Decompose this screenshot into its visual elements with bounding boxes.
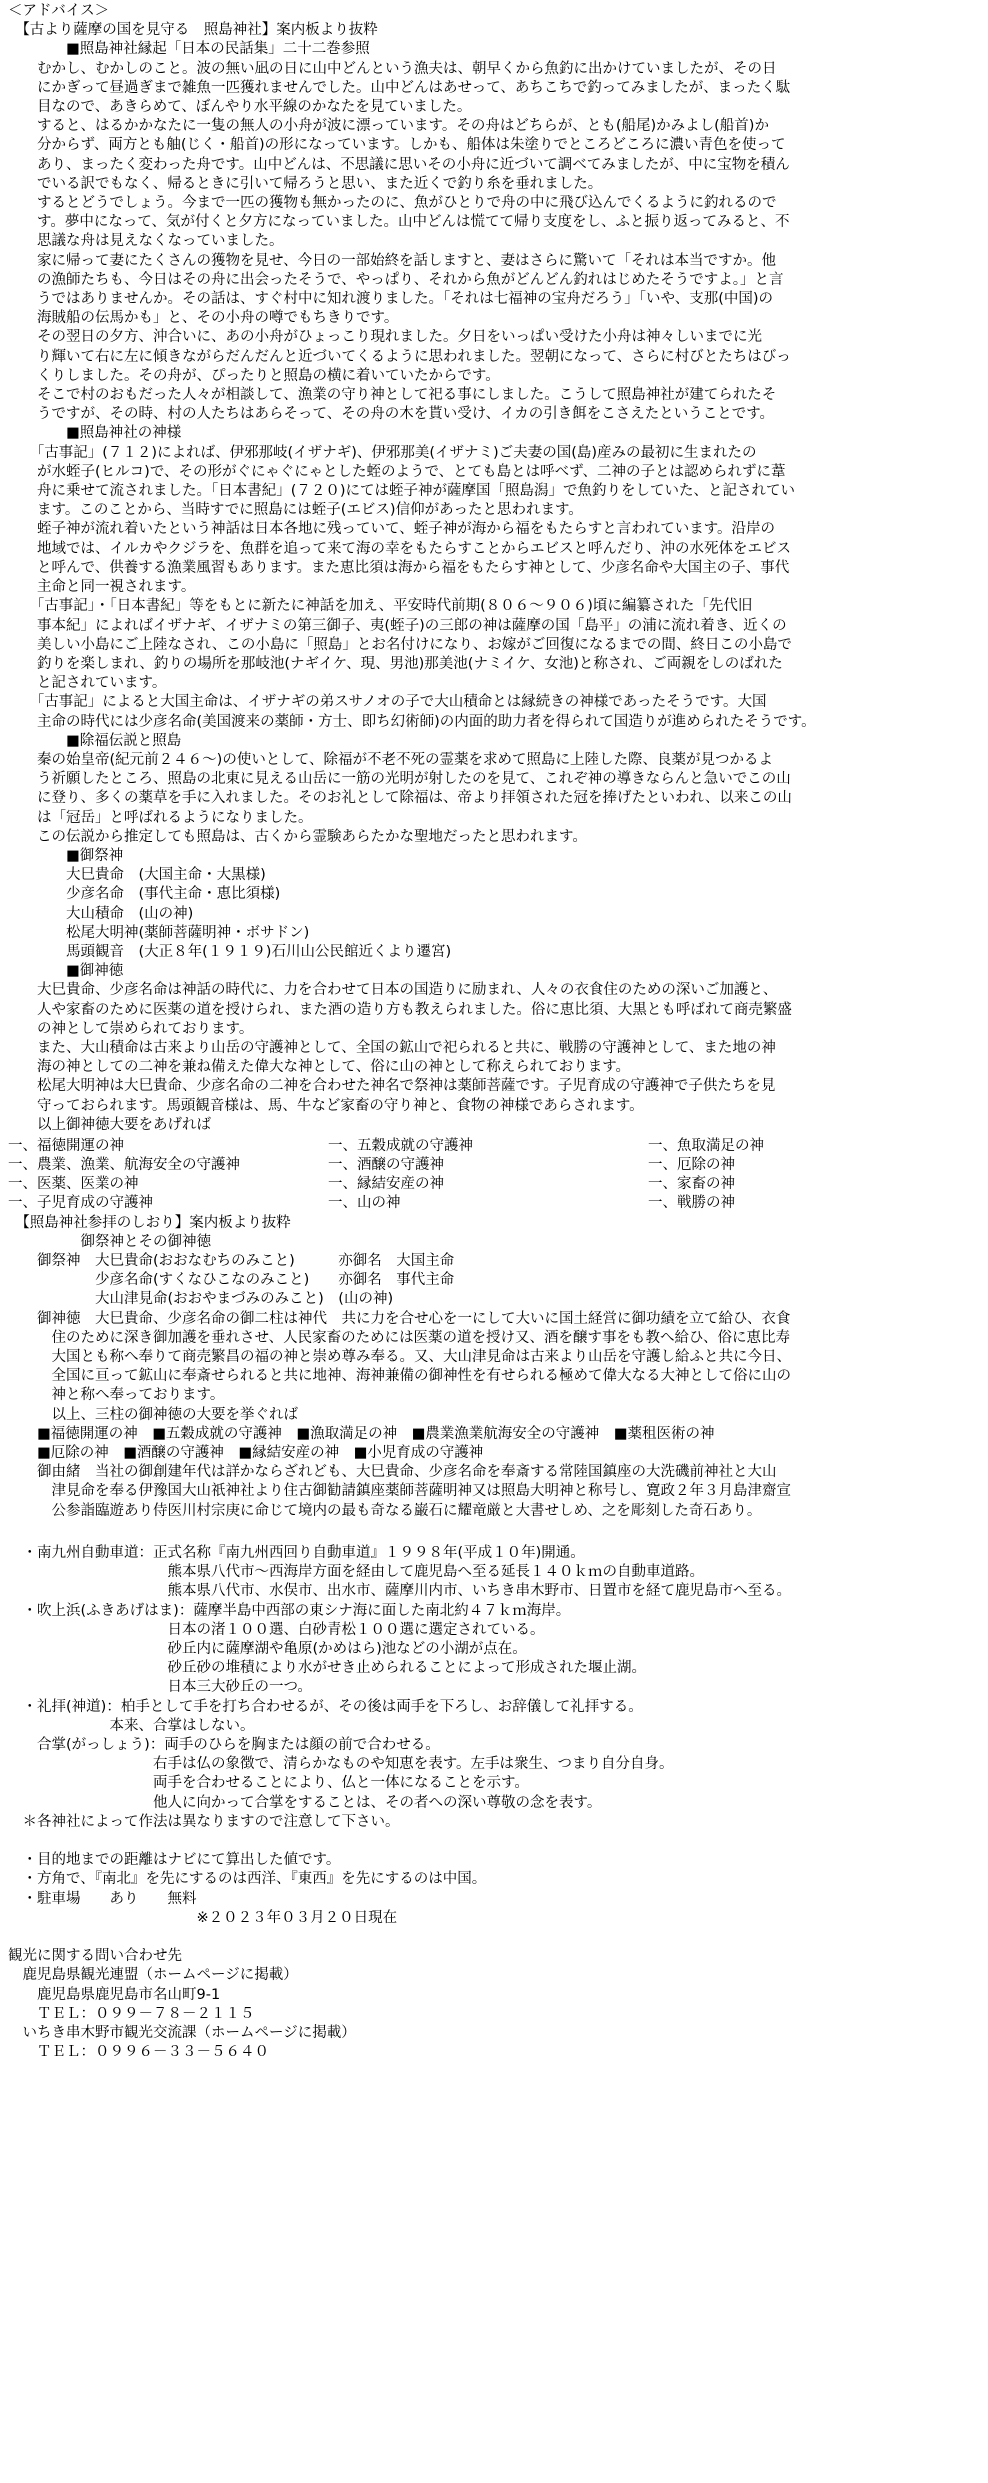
text-line: そこで村のおもだった人々が相談して、漁業の守り神として祀る事にしました。こうして照島神社が建てられたそ <box>8 387 777 404</box>
text-line: あり、まったく変わった舟です。山中どんは、不思議に思いその小舟に近づいて調べてみましたが、中に宝物を積ん <box>8 156 790 173</box>
text-line: するとどうでしょう。今まで一匹の獲物も無かったのに、魚がひとりで舟の中に飛び込んでくるように釣れるので <box>8 195 777 212</box>
text-line: 主命の時代には少彦名命(美国渡来の薬師・方士、即ち幻術師)の内面的助力者を得られて国造りが進められたそうです。 <box>8 713 816 730</box>
text-line: ■照島神社縁起「日本の民話集」二十二巻参照 <box>8 41 370 58</box>
text-line: に登り、多くの薬草を手に入れました。そのお礼として除福は、帝より拝領された冠を捧げたといわれ、以来この山 <box>8 790 792 807</box>
text-line: 「古事記」(７１２)によれば、伊邪那岐(イザナギ)、伊邪那美(イザナミ)ご夫妻の国(島)産みの最初に生まれたの <box>8 444 757 461</box>
blessing-row <box>8 1194 983 1213</box>
text-line: 大国とも称へ奉りて商売繁昌の福の神と崇め尊み奉る。又、大山津見命は古来より山岳を守護し給ふと共に今日、 <box>8 1349 791 1366</box>
text-line: と記されています。 <box>8 675 167 692</box>
text-line: 鹿児島県観光連盟（ホームページに掲載） <box>8 1967 298 1984</box>
text-line: ＴＥＬ：０９９－７８－２１１５ <box>8 2005 255 2022</box>
text-line: ■厄除の神 ■酒醸の守護神 ■縁結安産の神 ■小児育成の守護神 <box>8 1445 484 1462</box>
blessing-item: 一、縁結安産の神 <box>328 1176 444 1193</box>
text-line: の神として崇められております。 <box>8 1020 254 1037</box>
text-line: この伝説から推定しても照島は、古くから霊験あらたかな聖地だったと思われます。 <box>8 828 587 845</box>
text-line: すると、はるかかなたに一隻の無人の小舟が波に漂っています。その舟はどちらが、とも(船尾)かみよし(船首)か <box>8 118 769 135</box>
text-line: 蛭子神が流れ着いたという神話は日本各地に残っていて、蛭子神が海から福をもたらすと言われています。沿岸の <box>8 521 776 538</box>
text-line: ・目的地までの距離はナビにて算出した値です。 <box>8 1852 341 1869</box>
text-line: 「古事記」・「日本書紀」等をもとに新たに神話を加え、平安時代前期(８０６～９０６)頃に編纂された「先代旧 <box>8 598 753 615</box>
text-line: 松尾大明神は大巳貴命、少彦名命の二神を合わせた神名で祭神は薬師菩薩です。子児育成の守護神で子供たちを見 <box>8 1078 776 1095</box>
text-line: でいる訳でもなく、帰るときに引いて帰ろうと思い、また近くで釣り糸を垂れました。 <box>8 175 603 192</box>
text-line: 住のために深き御加護を垂れさせ、人民家畜のためには医薬の道を授け又、酒を醸す事をも教へ給ひ、俗に恵比寿 <box>8 1329 790 1346</box>
text-line: と呼んで、供養する漁業風習もあります。また恵比須は海から福をもたらす神として、少彦名命や大国主の子、事代 <box>8 559 790 576</box>
text-line: ・吹上浜(ふきあげはま)：薩摩半島中西部の東シナ海に面した南北約４７ｋｍ海岸。 <box>8 1602 571 1619</box>
text-line: 守っておられます。馬頭観音様は、馬、牛など家畜の守り神と、食物の神様であらされます。 <box>8 1097 644 1114</box>
text-line: うですが、その時、村の人たちはあらそって、その舟の木を貰い受け、イカの引き餌をこさえたということです。 <box>8 406 775 423</box>
text-line: ■御祭神 <box>8 847 124 864</box>
text-line: 大山積命 (山の神) <box>8 905 194 922</box>
text-line: 海賊船の伝馬かも」と、その小舟の噂でもちきりです。 <box>8 310 399 327</box>
text-line: 津見命を奉る伊豫国大山祇神社より住古御勧請鎮座薬師菩薩明神又は照島大明神と称号し、寛政２年３月島津齋宣 <box>8 1483 791 1500</box>
text-line: その翌日の夕方、沖合いに、あの小舟がひょっこり現れました。夕日をいっぱい受けた小舟は神々しいまでに光 <box>8 329 762 346</box>
text-line: 【照島神社参拝のしおり】案内板より抜粋 <box>8 1214 291 1231</box>
blessing-item: 一、山の神 <box>328 1195 401 1212</box>
text-line: 秦の始皇帝(紀元前２４６～)の使いとして、除福が不老不死の霊薬を求めて照島に上陸した際、良薬が見つかるよ <box>8 751 774 768</box>
text-line: ます。このことから、当時すでに照島には蛭子(エビス)信仰があったと思われます。 <box>8 502 583 519</box>
text-line: 熊本県八代市、水俣市、出水市、薩摩川内市、いちき串木野市、日置市を経て鹿児島市へ至る。 <box>8 1583 791 1600</box>
text-line: 【古より薩摩の国を見守る 照島神社】案内板より抜粋 <box>8 22 378 39</box>
text-line: にかぎって昼過ぎまで雑魚一匹獲れませんでした。山中どんはあせって、あちこちで釣ってみましたが、まったく駄 <box>8 79 791 96</box>
text-line: ＊各神社によって作法は異なりますので注意して下さい。 <box>8 1813 400 1830</box>
text-line: 大巳貴命、少彦名命は神話の時代に、力を合わせて日本の国造りに励まれ、人々の衣食住のための深いご加護と、 <box>8 982 778 999</box>
blessing-item: 一、医薬、医業の神 <box>8 1176 139 1193</box>
text-line <box>8 1832 983 1851</box>
advice-section-3 <box>8 1525 983 2063</box>
text-line: 本来、合掌はしない。 <box>8 1717 255 1734</box>
text-line: 他人に向かって合掌をすることは、その者への深い尊敬の念を表す。 <box>8 1794 602 1811</box>
text-line: 馬頭観音 (大正８年(１９１９)石川山公民館近くより遷宮) <box>8 943 452 960</box>
text-line: 美しい小島にご上陸なされ、この小島に「照島」とお名付けになり、お嫁がご回復になるまでの間、終日この小島で <box>8 636 792 653</box>
text-line: ＴＥＬ：０９９６－３３－５６４０ <box>8 2044 269 2061</box>
text-line: 海の神としての二神を兼ね備えた偉大な神として、俗に山の神として称えられております。 <box>8 1059 631 1076</box>
text-line: 「古事記」によると大国主命は、イザナギの弟スサノオの子で大山積命とは縁続きの神様であったそうです。大国 <box>8 694 767 711</box>
blessings-list <box>8 1137 983 1214</box>
text-line: 目なので、あきらめて、ぼんやり水平線のかなたを見ていました。 <box>8 99 472 116</box>
text-line: 人や家畜のために医薬の道を授けられ、また酒の造り方も教えられました。俗に恵比須、大黒とも呼ばれて商売繁盛 <box>8 1001 792 1018</box>
blessing-item: 一、厄除の神 <box>648 1156 735 1173</box>
text-line: 大巳貴命 (大国主命・大黒様) <box>8 867 266 884</box>
text-line: 松尾大明神(薬師菩薩明神・ボサドン) <box>8 924 310 941</box>
blessing-row <box>8 1156 983 1175</box>
text-line: 砂丘砂の堆積により水がせき止められることによって形成された堰止湖。 <box>8 1660 646 1677</box>
text-line: 釣りを楽しまれ、釣りの場所を那岐池(ナギイケ、現、男池)那美池(ナミイケ、女池)と称され、ご両親をしのばれた <box>8 655 783 672</box>
text-line: 鹿児島県鹿児島市名山町9-1 <box>8 1986 221 2003</box>
advice-section-2 <box>8 1214 983 1521</box>
blessing-item: 一、福徳開運の神 <box>8 1137 124 1154</box>
text-line: 地域では、イルカやクジラを、魚群を追って来て海の幸をもたらすことからエビスと呼んだり、沖の水死体をエビス <box>8 540 791 557</box>
text-line: ＜アドバイス＞ <box>8 3 110 19</box>
text-line: うではありませんか。その話は、すぐ村中に知れ渡りました。「それは七福神の宝舟だろう」「いや、支那(中国)の <box>8 291 774 308</box>
text-line: 日本三大砂丘の一つ。 <box>8 1679 312 1696</box>
text-line: いちき串木野市観光交流課（ホームページに掲載） <box>8 2025 356 2042</box>
text-line: 大山津見命(おおやまづみのみこと) (山の神) <box>8 1291 394 1308</box>
text-line: 思議な舟は見えなくなっていました。 <box>8 233 284 250</box>
text-line: ■御神徳 <box>8 963 124 980</box>
text-line: ■除福伝説と照島 <box>8 732 182 749</box>
text-line: う祈願したところ、照島の北東に見える山岳に一筋の光明が射したのを見て、これぞ神の導きならんと急いでこの山 <box>8 771 791 788</box>
text-line: ・南九州自動車道：正式名称『南九州西回り自動車道』１９９８年(平成１０年)開通。 <box>8 1545 585 1561</box>
blessing-item: 一、子児育成の守護神 <box>8 1195 153 1212</box>
text-line: むかし、むかしのこと。波の無い凪の日に山中どんという漁夫は、朝早くから魚釣に出かけていましたが、その日 <box>8 60 777 77</box>
text-line: 家に帰って妻にたくさんの獲物を見せ、今日の一部始終を話しますと、妻はさらに驚いて「それは本当ですか。他 <box>8 252 777 269</box>
blessing-row <box>8 1175 983 1194</box>
text-line: ・駐車場 あり 無料 <box>8 1890 197 1907</box>
blessing-item: 一、魚取満足の神 <box>648 1137 764 1154</box>
blessing-row <box>8 1137 983 1156</box>
blessing-item: 一、農業、漁業、航海安全の守護神 <box>8 1156 240 1173</box>
text-line: ■照島神社の神様 <box>8 425 182 442</box>
text-line: 熊本県八代市～西海岸方面を経由して鹿児島へ至る延長１４０ｋｍの自動車道路。 <box>8 1564 704 1581</box>
text-line: 少彦名命 (事代主命・恵比須様) <box>8 886 281 903</box>
text-line: は「冠岳」と呼ばれるようになりました。 <box>8 809 313 826</box>
text-line <box>8 1525 983 1544</box>
text-line <box>8 1928 983 1947</box>
text-line: 観光に関する問い合わせ先 <box>8 1948 182 1965</box>
text-line: 以上、三柱の御神徳の大要を挙ぐれば <box>8 1406 298 1423</box>
text-line: 神と称へ奉っております。 <box>8 1387 225 1404</box>
text-line: 御祭神 大巳貴命(おおなむちのみこと) 亦御名 大国主命 <box>8 1253 455 1269</box>
advice-section-1 <box>8 2 983 1135</box>
text-line: 御神徳 大巳貴命、少彦名命の御二柱は神代 共に力を合せ心を一にして大いに国土経営に御功績を立て給ひ、衣食 <box>8 1310 791 1327</box>
text-line: ■福徳開運の神 ■五穀成就の守護神 ■漁取満足の神 ■農業漁業航海安全の守護神 ■薬租医術の神 <box>8 1425 715 1442</box>
text-line: 合掌(がっしょう)：両手のひらを胸または顔の前で合わせる。 <box>8 1737 440 1754</box>
text-line: 事本紀」によればイザナギ、イザナミの第三御子、夷(蛭子)の三郎の神は薩摩の国「島平」の浦に流れ着き、近くの <box>8 617 787 634</box>
text-line: 全国に亘って鉱山に奉斎せられると共に地神、海神兼備の御神性を有せられる極めて偉大なる大神として俗に山の <box>8 1368 791 1385</box>
text-line: ・礼拝(神道)：柏手として手を打ち合わせるが、その後は両手を下ろし、お辞儀して礼拝する。 <box>8 1698 643 1715</box>
text-line: 両手を合わせることにより、仏と一体になることを示す。 <box>8 1775 529 1792</box>
text-line: の漁師たちも、今日はその舟に出会ったそうで、やっぱり、それから魚がどんどん釣れはじめたそうですよ。」と言 <box>8 271 784 288</box>
text-line: くりしました。その舟が、ぴったりと照島の横に着いていたからです。 <box>8 367 500 384</box>
text-line: 以上御神徳大要をあげれば <box>8 1116 211 1133</box>
text-line: 舟に乗せて流されました。「日本書紀」(７２０)にては蛭子神が薩摩国「照島潟」で魚釣りをしていた、と記されてい <box>8 483 796 500</box>
blessing-item: 一、酒醸の守護神 <box>328 1156 444 1173</box>
text-line: 右手は仏の象徴で、清らかなものや知恵を表す。左手は衆生、つまり自分自身。 <box>8 1756 674 1773</box>
blessing-item: 一、家畜の神 <box>648 1176 735 1193</box>
text-line: 公参詣臨遊あり侍医川村宗庚に命じて境内の最も奇なる巌石に耀竜厳と大書せしめ、之を彫刻した奇石あり。 <box>8 1502 762 1519</box>
text-line: 御由緒 当社の御創建年代は詳かならざれども、大巳貴命、少彦名命を奉斎する常陸国鎮座の大洗磯前神社と大山 <box>8 1464 777 1481</box>
text-line: また、大山積命は古来より山岳の守護神として、全国の鉱山で祀られると共に、戦勝の守護神として、また地の神 <box>8 1039 776 1056</box>
text-line: 砂丘内に薩摩湖や亀原(かめはら)池などの小湖が点在。 <box>8 1641 527 1658</box>
text-line: が水蛭子(ヒルコ)で、その形がぐにゃぐにゃとした蛭のようで、とても島とは呼べず、二神の子とは認められずに葦 <box>8 463 786 480</box>
text-line: ※２０２３年０３月２０日現在 <box>8 1909 398 1926</box>
text-line: 主命と同一視されます。 <box>8 579 196 596</box>
text-line: 少彦名命(すくなひこなのみこと) 亦御名 事代主命 <box>8 1272 455 1289</box>
text-line: 御祭神とその御神徳 <box>8 1233 211 1250</box>
text-line: す。夢中になって、気が付くと夕方になっていました。山中どんは慌てて帰り支度をし、ふと振り返ってみると、不 <box>8 214 790 231</box>
text-line: 日本の渚１００選、白砂青松１００選に選定されている。 <box>8 1621 545 1638</box>
blessing-item: 一、五穀成就の守護神 <box>328 1137 473 1154</box>
text-line: 分からず、両方とも舳(じく・船首)の形になっています。しかも、船体は朱塗りでところどころに濃い青色を使って <box>8 137 786 154</box>
text-line: り輝いて右に左に傾きながらだんだんと近づいてくるように思われました。翌朝になって、さらに村びとたちはびっ <box>8 348 791 365</box>
text-line: ・方角で、『南北』を先にするのは西洋、『東西』を先にするのは中国。 <box>8 1871 487 1888</box>
blessing-item: 一、戦勝の神 <box>648 1195 735 1212</box>
